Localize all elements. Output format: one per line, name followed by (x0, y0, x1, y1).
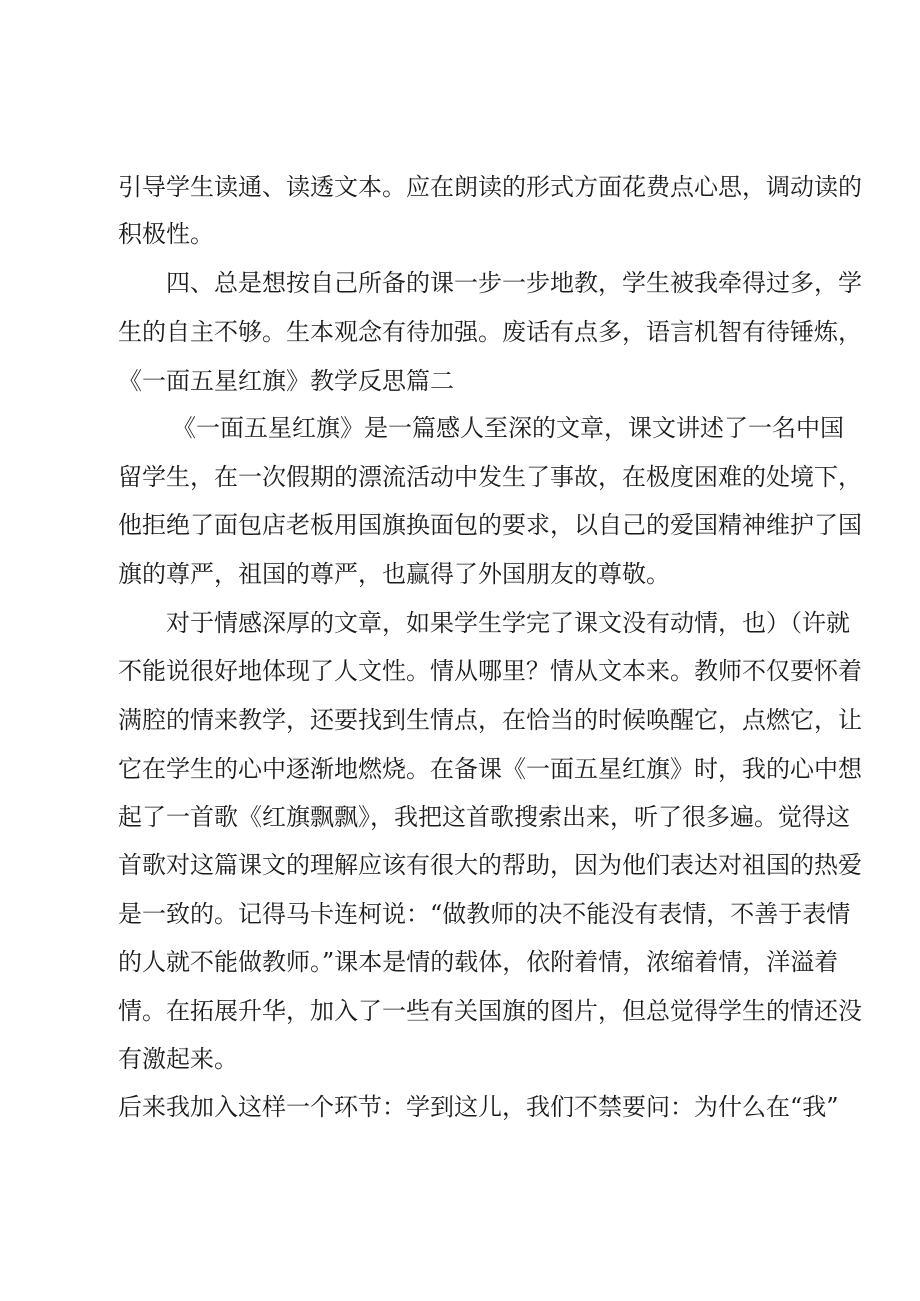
text-line-14: 起了一首歌《红旗飘飘》，我把这首歌搜索出来，听了很多遍。觉得这 (118, 803, 850, 831)
text-line-2: 积极性。 (118, 220, 214, 248)
text-line-19: 有激起来。 (118, 1045, 238, 1073)
text-line-12: 满腔的情来教学，还要找到生情点，在恰当的时候唤醒它，点燃它，让 (118, 706, 862, 734)
text-line-8: 他拒绝了面包店老板用国旗换面包的要求，以自己的爱国精神维护了国 (118, 511, 862, 539)
text-line-17: 的人就不能做教师。”课本是情的载体，依附着情，浓缩着情，洋溢着 (118, 948, 839, 976)
text-line-15: 首歌对这篇课文的理解应该有很大的帮助，因为他们表达对祖国的热爱 (118, 851, 862, 879)
text-line-7: 留学生，在一次假期的漂流活动中发生了事故，在极度困难的处境下， (118, 463, 862, 491)
text-line-18: 情。在拓展升华，加入了一些有关国旗的图片，但总觉得学生的情还没 (118, 997, 862, 1025)
text-line-20: 后来我加入这样一个环节：学到这儿，我们不禁要问：为什么在“我” (118, 1093, 839, 1121)
text-line-4: 生的自主不够。生本观念有待加强。废话有点多，语言机智有待锤炼， (118, 318, 862, 346)
text-line-13: 它在学生的心中逐渐地燃烧。在备课《一面五星红旗》时，我的心中想 (118, 755, 862, 783)
text-line-6: 《一面五星红旗》是一篇感人至深的文章，课文讲述了一名中国 (172, 414, 844, 442)
section-heading: 《一面五星红旗》教学反思篇二 (118, 367, 454, 395)
text-line-3: 四、总是想按自己所备的课一步一步地教，学生被我牵得过多，学 (166, 269, 862, 297)
text-line-11: 不能说很好地体现了人文性。情从哪里？情从文本来。教师不仅要怀着 (118, 657, 862, 685)
text-line-1: 引导学生读通、读透文本。应在朗读的形式方面花费点心思，调动读的 (118, 173, 862, 201)
text-line-16: 是一致的。记得马卡连柯说：“做教师的决不能没有表情，不善于表情 (118, 900, 851, 928)
text-line-9: 旗的尊严，祖国的尊严，也赢得了外国朋友的尊敬。 (118, 560, 670, 588)
text-line-10: 对于情感深厚的文章，如果学生学完了课文没有动情，也）（许就 (166, 609, 850, 637)
